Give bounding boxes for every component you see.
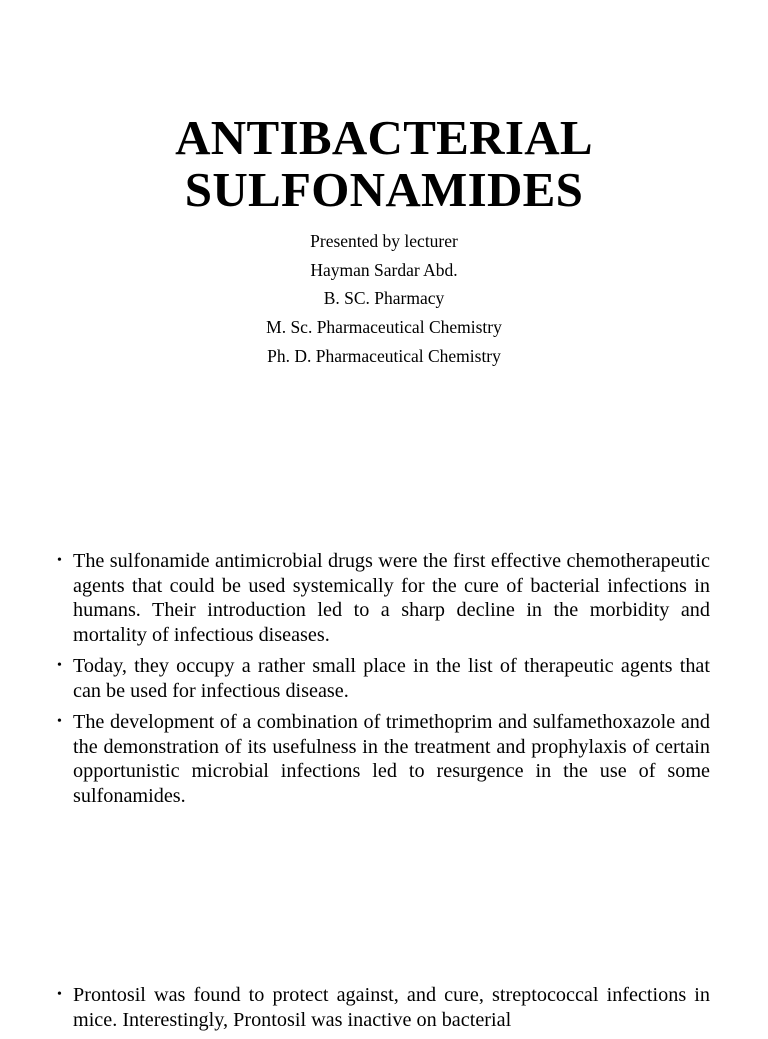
bullet-item xyxy=(57,549,710,647)
presented-by-line: Presented by lecturer xyxy=(310,231,458,251)
bullet-icon: • xyxy=(57,987,62,1002)
bullet-text: Today, they occupy a rather small place in the list of therapeutic agents that can be used for infectious disease. xyxy=(73,655,710,702)
intro-bullet-list xyxy=(57,549,710,815)
bullet-item xyxy=(57,710,710,808)
bullet-icon: • xyxy=(57,553,62,568)
presenter-name: Hayman Sardar Abd. xyxy=(310,259,458,280)
bullet-icon: • xyxy=(57,714,62,729)
degree-msc: M. Sc. Pharmaceutical Chemistry xyxy=(266,317,502,338)
bullet-item xyxy=(57,983,710,1032)
prontosil-bullet-list xyxy=(57,983,710,1039)
bullet-icon: • xyxy=(57,658,62,673)
bullet-text: The development of a combination of trimethoprim and sulfamethoxazole and the demonstration of its usefulness in the treatment and prophylaxis of certain opportunistic microbial infections led to resurgence in the use of some sulfonamides. xyxy=(73,711,710,807)
degree-bsc: B. SC. Pharmacy xyxy=(323,288,445,309)
title-line-1: ANTIBACTERIAL xyxy=(175,110,593,165)
title-line-2: SULFONAMIDES xyxy=(184,162,584,217)
presenter-info xyxy=(0,227,768,371)
bullet-text: Prontosil was found to protect against, and cure, streptococcal infections in mice. Interestingly, Prontosil was inactive on bacterial xyxy=(73,984,710,1031)
degree-phd: Ph. D. Pharmaceutical Chemistry xyxy=(267,345,501,366)
slide-title xyxy=(0,112,768,216)
bullet-text: The sulfonamide antimicrobial drugs were the first effective chemotherapeutic agents that could be used systemically for the cure of bacterial infections in humans. Their introduction led to a sharp decline in the morbidity and mortality of infectious diseases. xyxy=(73,550,710,646)
bullet-item xyxy=(57,654,710,703)
